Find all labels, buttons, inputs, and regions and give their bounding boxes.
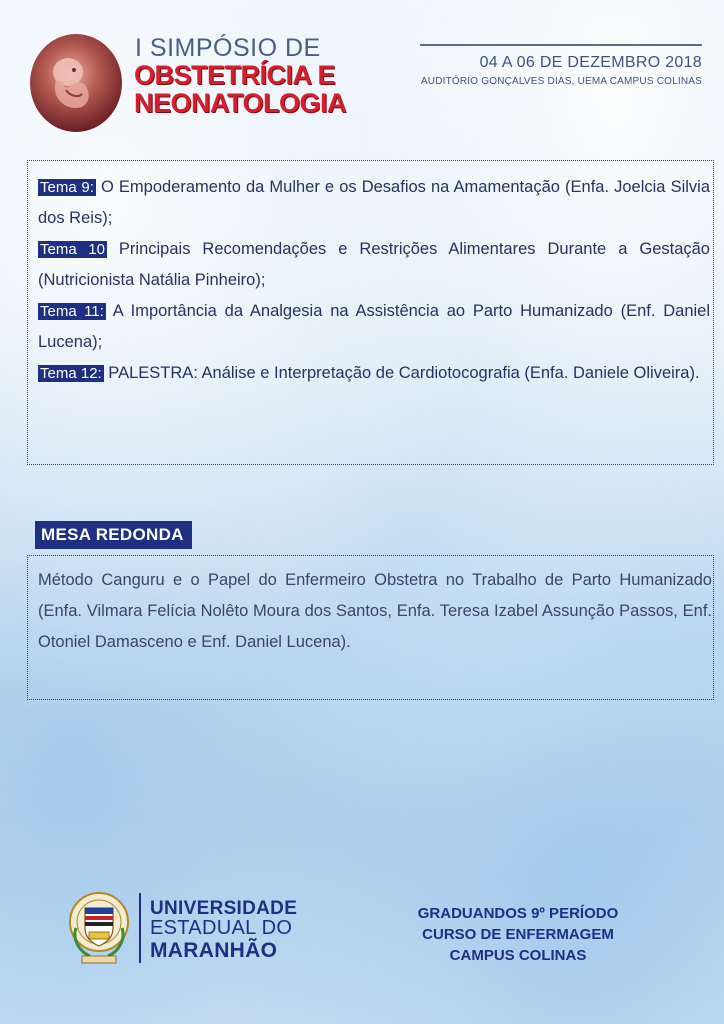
symposium-title-line3: NEONATOLOGIA bbox=[134, 88, 347, 118]
topic-item bbox=[38, 234, 710, 296]
fetus-icon bbox=[44, 52, 98, 112]
event-venue: AUDITÓRIO GONÇALVES DIAS, UEMA CAMPUS COLINAS bbox=[420, 76, 702, 87]
uema-crest-icon bbox=[68, 888, 130, 970]
topic-text: A Importância da Analgesia na Assistência ao Parto Humanizado (Enf. Daniel Lucena); bbox=[38, 302, 711, 351]
topic-item bbox=[38, 296, 710, 358]
university-name-line1: UNIVERSIDADE bbox=[150, 898, 298, 919]
topic-text: Principais Recomendações e Restrições Alimentares Durante a Gestação (Nutricionista Natália Pinheiro); bbox=[38, 240, 710, 289]
mesa-redonda-heading: MESA REDONDA bbox=[35, 521, 192, 549]
date-divider bbox=[420, 44, 702, 46]
topic-text: O Empoderamento da Mulher e os Desafios na Amamentação (Enfa. Joelcia Silvia dos Reis); bbox=[38, 178, 711, 227]
mesa-redonda-text: Método Canguru e o Papel do Enfermeiro Obstetra no Trabalho de Parto Humanizado (Enfa. Vilmara Felícia Nolêto Moura dos Santos, Enfa. Teresa Izabel Assunção Passos, Enf. Otoniel Damasceno e Enf. Daniel Lucena). bbox=[38, 571, 712, 651]
university-name-line3: MARANHÃO bbox=[150, 939, 278, 962]
symposium-title-line1: I SIMPÓSIO DE bbox=[135, 34, 321, 62]
symposium-title-line2: OBSTETRÍCIA E bbox=[134, 60, 336, 90]
topic-text: PALESTRA: Análise e Interpretação de Cardiotocografia (Enfa. Daniele Oliveira). bbox=[103, 364, 700, 382]
organizer-credits bbox=[400, 903, 636, 966]
credits-line2: CURSO DE ENFERMAGEM bbox=[422, 926, 614, 943]
topic-label: Tema 10 bbox=[40, 241, 105, 258]
credits-line3: CAMPUS COLINAS bbox=[449, 947, 587, 964]
topic-label: Tema 11: bbox=[40, 303, 104, 320]
topics-list bbox=[38, 172, 710, 389]
topic-item bbox=[38, 172, 710, 234]
topic-item bbox=[38, 358, 710, 389]
university-name-line2: ESTADUAL DO bbox=[150, 917, 293, 939]
topic-label: Tema 9: bbox=[40, 179, 94, 196]
uema-divider bbox=[139, 893, 141, 963]
topic-label: Tema 12: bbox=[40, 365, 102, 382]
event-date: 04 A 06 DE DEZEMBRO 2018 bbox=[479, 54, 702, 71]
credits-line1: GRADUANDOS 9º PERÍODO bbox=[417, 905, 619, 922]
